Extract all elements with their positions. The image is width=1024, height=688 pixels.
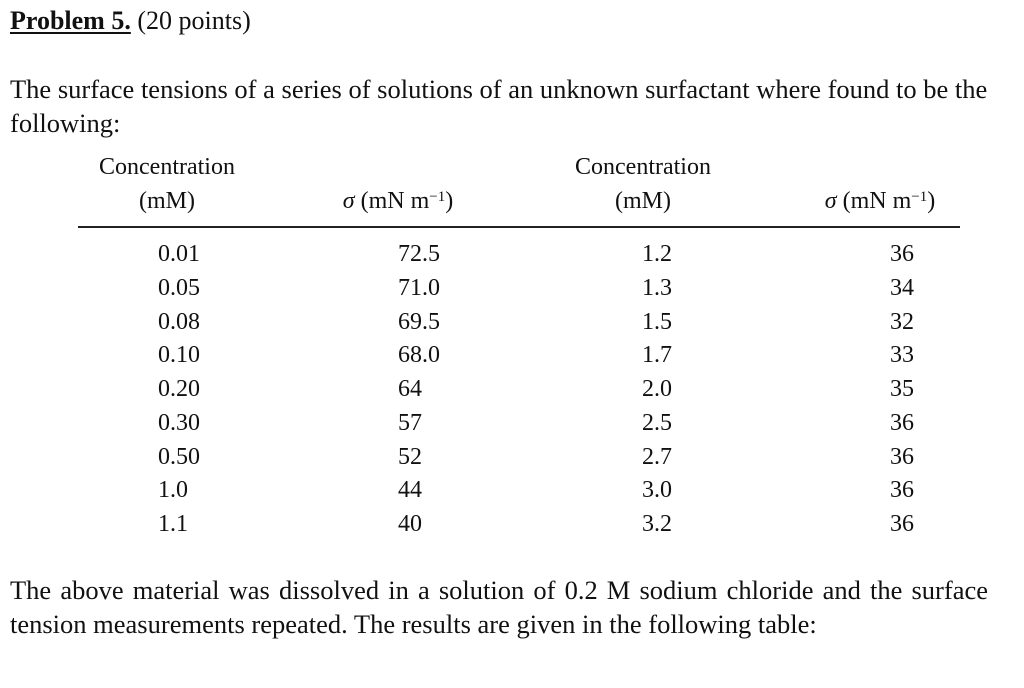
sigma-close: ) xyxy=(927,188,936,214)
column-right-concentration xyxy=(642,238,672,542)
table-cell: 71.0 xyxy=(398,274,440,301)
header-concentration-right xyxy=(553,150,733,218)
header-sigma-right xyxy=(800,184,960,218)
table-cell: 1.1 xyxy=(158,511,188,537)
header-concentration-unit: (mM) xyxy=(615,188,671,214)
table-cell: 2.7 xyxy=(642,443,672,470)
table-cell: 1.2 xyxy=(642,241,672,267)
table-cell: 72.5 xyxy=(398,241,440,267)
table-cell: 32 xyxy=(890,308,914,335)
sigma-exponent: −1 xyxy=(911,189,928,205)
problem-points: (20 points) xyxy=(137,6,251,35)
sigma-symbol: σ xyxy=(824,188,837,214)
table-cell: 44 xyxy=(398,477,422,504)
table-cell: 0.08 xyxy=(158,308,200,335)
table-cell: 36 xyxy=(890,477,914,504)
table-cell: 33 xyxy=(890,342,914,369)
header-concentration-word: Concentration xyxy=(99,154,235,180)
column-left-concentration xyxy=(158,238,200,542)
sigma-exponent: −1 xyxy=(429,189,446,205)
outro-paragraph: The above material was dissolved in a solution of 0.2 M sodium chloride and the surface tension measurements repeated. The results are given in the following table: xyxy=(10,575,988,639)
table-cell: 0.50 xyxy=(158,443,200,470)
table-cell: 35 xyxy=(890,376,914,402)
problem-label: Problem 5. xyxy=(10,6,131,35)
table-cell: 0.30 xyxy=(158,409,200,436)
table-cell: 52 xyxy=(398,443,422,470)
sigma-unit: (mN m xyxy=(360,188,430,214)
table-cell: 0.10 xyxy=(158,342,200,369)
sigma-unit: (mN m xyxy=(842,188,912,214)
column-right-sigma xyxy=(868,238,914,542)
table-cell: 0.05 xyxy=(158,274,200,301)
header-concentration-unit: (mM) xyxy=(139,188,195,214)
table-cell: 69.5 xyxy=(398,308,440,335)
surface-tension-table xyxy=(78,150,960,540)
table-cell: 68.0 xyxy=(398,342,440,369)
column-left-sigma xyxy=(398,238,440,542)
header-sigma-left xyxy=(308,184,488,218)
table-cell: 1.3 xyxy=(642,274,672,301)
table-cell: 2.0 xyxy=(642,376,672,402)
header-rule xyxy=(78,226,960,228)
table-cell: 64 xyxy=(398,376,422,402)
table-cell: 2.5 xyxy=(642,409,672,436)
sigma-close: ) xyxy=(445,188,454,214)
table-cell: 34 xyxy=(890,274,914,301)
sigma-symbol: σ xyxy=(342,188,355,214)
intro-paragraph: The surface tensions of a series of solutions of an unknown surfactant where found to be the following: xyxy=(10,74,988,138)
table-cell: 36 xyxy=(890,511,914,537)
table-cell: 3.2 xyxy=(642,511,672,537)
table-cell: 0.20 xyxy=(158,376,200,402)
table-cell: 1.7 xyxy=(642,342,672,369)
table-cell: 36 xyxy=(890,409,914,436)
header-concentration-word: Concentration xyxy=(575,154,711,180)
table-cell: 0.01 xyxy=(158,241,200,267)
table-cell: 36 xyxy=(890,241,914,267)
table-cell: 1.0 xyxy=(158,477,188,504)
header-concentration-left xyxy=(78,150,256,218)
table-cell: 57 xyxy=(398,409,422,436)
problem-heading xyxy=(10,4,251,38)
table-cell: 1.5 xyxy=(642,308,672,335)
table-cell: 40 xyxy=(398,511,422,537)
table-cell: 3.0 xyxy=(642,477,672,504)
table-cell: 36 xyxy=(890,443,914,470)
